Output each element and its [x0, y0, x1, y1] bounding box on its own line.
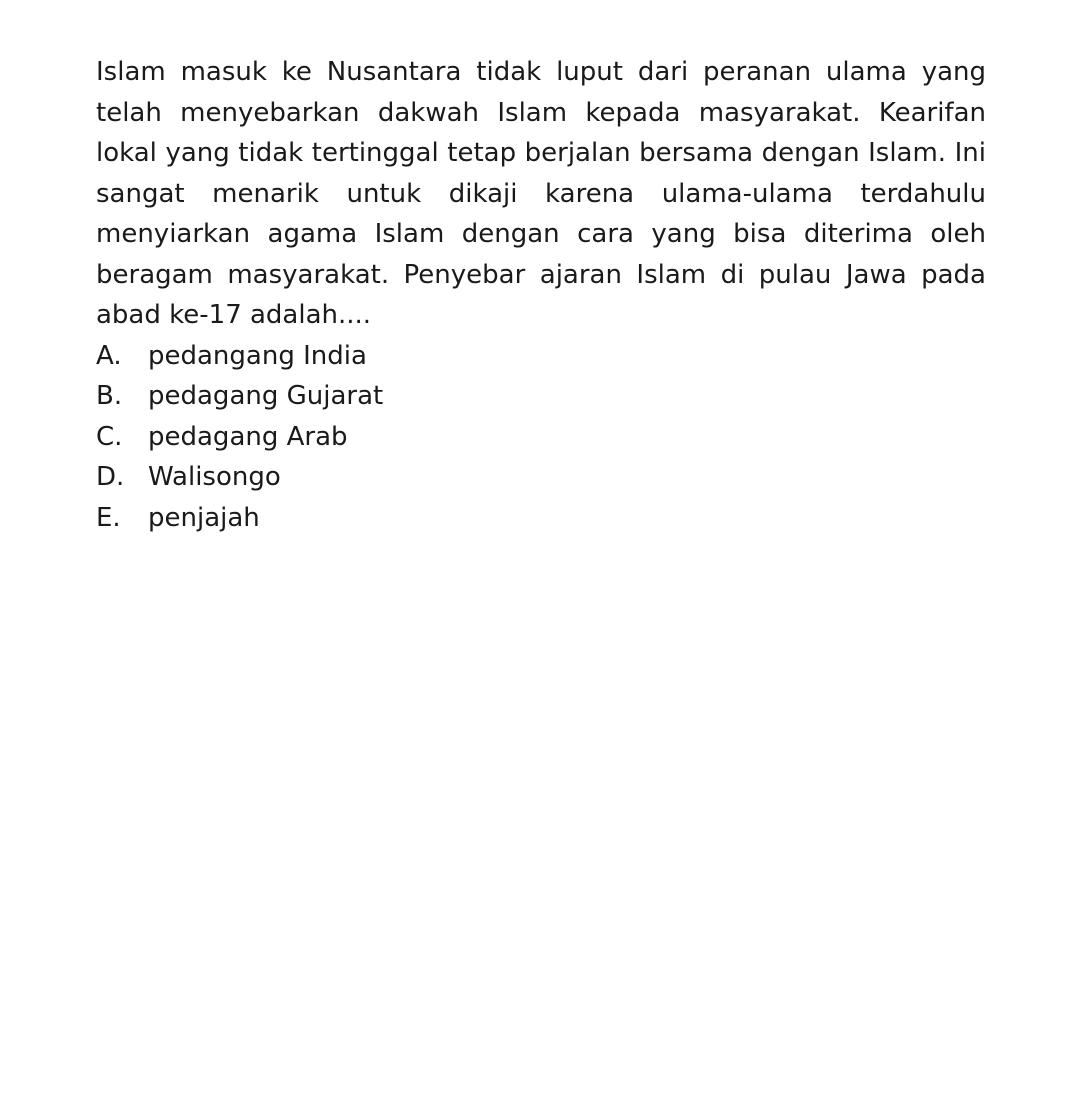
- option-letter: A.: [96, 340, 122, 371]
- option-letter: D.: [96, 462, 125, 492]
- option-c[interactable]: [96, 417, 986, 458]
- question-block: [96, 52, 986, 538]
- option-text: Walisongo: [148, 462, 281, 492]
- option-a[interactable]: [96, 336, 986, 377]
- answer-options: [96, 336, 986, 539]
- option-e[interactable]: [96, 498, 986, 539]
- option-d[interactable]: [96, 457, 986, 498]
- option-letter: B.: [96, 381, 123, 411]
- question-text: Islam masuk ke Nusantara tidak luput dari peranan ulama yang telah menyebarkan dakwah Islam kepada masyarakat. Kearifan lokal yang tidak tertinggal tetap berjalan bersama dengan Islam. Ini sangat menarik untuk dikaji karena ulama-ulama terdahulu menyiarkan agama Islam dengan cara yang bisa diterima oleh beragam masyarakat. Penyebar ajaran Islam di pulau Jawa pada abad ke-17 adalah....: [96, 57, 986, 330]
- option-text: pedangang India: [148, 340, 367, 371]
- option-b[interactable]: [96, 376, 986, 417]
- option-letter: C.: [96, 421, 123, 452]
- option-letter: E.: [96, 502, 121, 533]
- option-text: pedagang Arab: [148, 421, 348, 452]
- option-text: pedagang Gujarat: [148, 381, 384, 411]
- option-text: penjajah: [148, 502, 260, 533]
